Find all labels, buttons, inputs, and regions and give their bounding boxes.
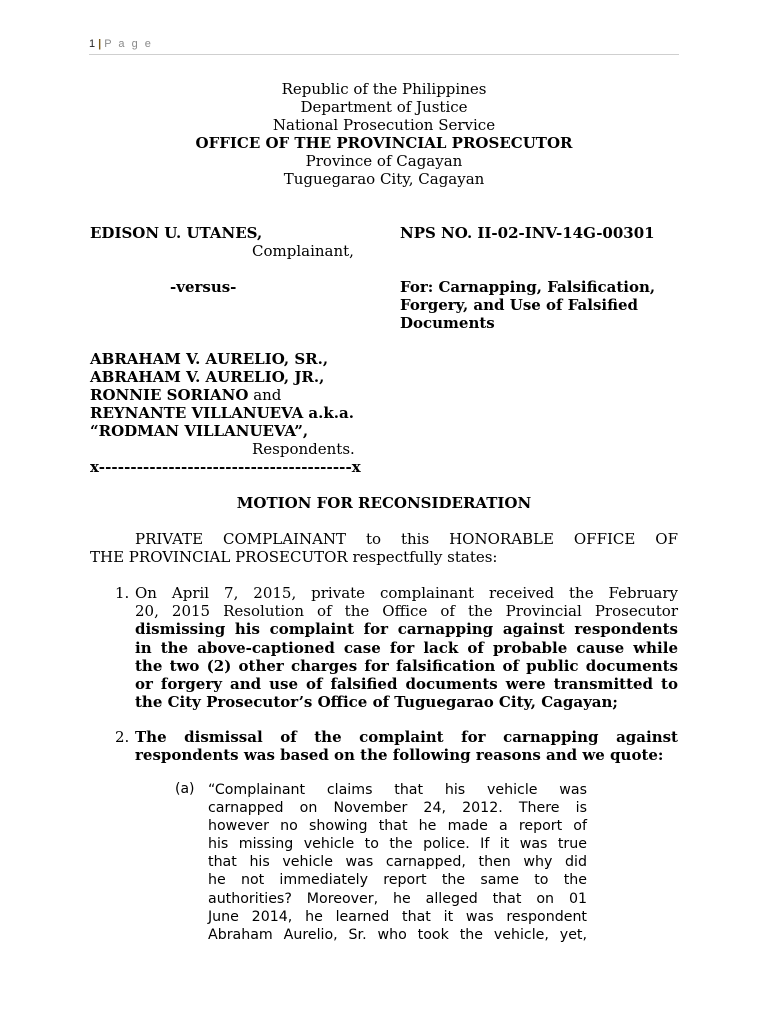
quote-a-line: Abraham Aurelio, Sr. who took the vehicle, yet,	[208, 926, 587, 943]
quote-a-line: he not immediately report the same to the	[208, 872, 587, 889]
item-2-number: 2.	[115, 728, 130, 746]
item-1-number: 1.	[115, 584, 130, 602]
letterhead-line-1: Republic of the Philippines	[281, 80, 487, 98]
letterhead-line-6: Tuguegarao City, Cagayan	[283, 170, 485, 188]
page-header	[89, 38, 679, 55]
intro-paragraph	[90, 530, 678, 566]
document-title: MOTION FOR RECONSIDERATION	[236, 494, 532, 512]
respondent-2: ABRAHAM V. AURELIO, JR.,	[90, 368, 325, 386]
item-1-line: 20, 2015 Resolution of the Office of the Provincial Prosecutor	[135, 602, 678, 621]
item-1-line: the two (2) other charges for falsification of public documents	[135, 656, 678, 675]
quote-a-text	[208, 781, 587, 944]
respondent-1: ABRAHAM V. AURELIO, SR.,	[90, 350, 329, 368]
item-1-line: in the above-captioned case for lack of probable cause while	[135, 638, 678, 657]
item-1-line: On April 7, 2015, private complainant received the February	[135, 584, 678, 602]
letterhead-line-2: Department of Justice	[300, 98, 468, 116]
quote-a-line: authorities? Moreover, he alleged that on 01	[208, 890, 587, 907]
caption-divider: x----------------------------------------x	[90, 458, 361, 476]
item-2-paragraph	[135, 728, 678, 764]
quote-a-line: “Complainant claims that his vehicle was	[208, 782, 587, 798]
item-1-line: the City Prosecutor’s Office of Tuguegarao City, Cagayan;	[135, 693, 618, 712]
letterhead-office: OFFICE OF THE PROVINCIAL PROSECUTOR	[195, 134, 573, 152]
page-separator: |	[98, 38, 102, 50]
letterhead-line-5: Province of Cagayan	[305, 152, 463, 170]
respondent-5: “RODMAN VILLANUEVA”,	[90, 422, 309, 440]
complainant-role: Complainant,	[252, 242, 354, 260]
quote-a-line: however no showing that he made a report of	[208, 818, 587, 835]
page-label: P a g e	[104, 38, 153, 50]
charges-line-3: Documents	[400, 314, 495, 332]
respondent-3: RONNIE SORIANO	[90, 386, 249, 404]
complainant-name: EDISON U. UTANES,	[90, 224, 263, 242]
letterhead-line-3: National Prosecution Service	[272, 116, 496, 134]
respondent-4: REYNANTE VILLANUEVA a.k.a.	[90, 404, 354, 422]
item-1-line: dismissing his complaint for carnapping against respondents	[135, 620, 678, 639]
item-2-line: respondents was based on the following reasons and we quote:	[135, 746, 664, 765]
item-1-line: or forgery and use of falsified documents were transmitted to	[135, 675, 678, 694]
charges-line-2: Forgery, and Use of Falsified	[400, 296, 639, 314]
intro-line-1: PRIVATE COMPLAINANT to this HONORABLE OFFICE OF	[135, 530, 678, 548]
item-1-paragraph	[135, 584, 678, 711]
quote-a-line: that his vehicle was carnapped, then why did	[208, 854, 587, 871]
respondents-role: Respondents.	[252, 440, 355, 458]
quote-a-label: (a)	[175, 781, 195, 797]
charges-line-1: For: Carnapping, Falsification,	[400, 278, 656, 296]
versus-label: -versus-	[170, 278, 237, 296]
respondent-3-and: and	[248, 386, 282, 404]
quote-a-line: June 2014, he learned that it was respondent	[208, 908, 587, 925]
quote-a-line: carnapped on November 24, 2012. There is	[208, 800, 587, 817]
nps-number: NPS NO. II-02-INV-14G-00301	[400, 224, 655, 242]
page-number: 1	[89, 38, 96, 50]
quote-a-line: his missing vehicle to the police. If it was true	[208, 836, 587, 853]
intro-line-2: THE PROVINCIAL PROSECUTOR respectfully states:	[90, 548, 498, 567]
respondent-3-line	[90, 386, 281, 404]
item-2-line: The dismissal of the complaint for carnapping against	[135, 728, 678, 746]
